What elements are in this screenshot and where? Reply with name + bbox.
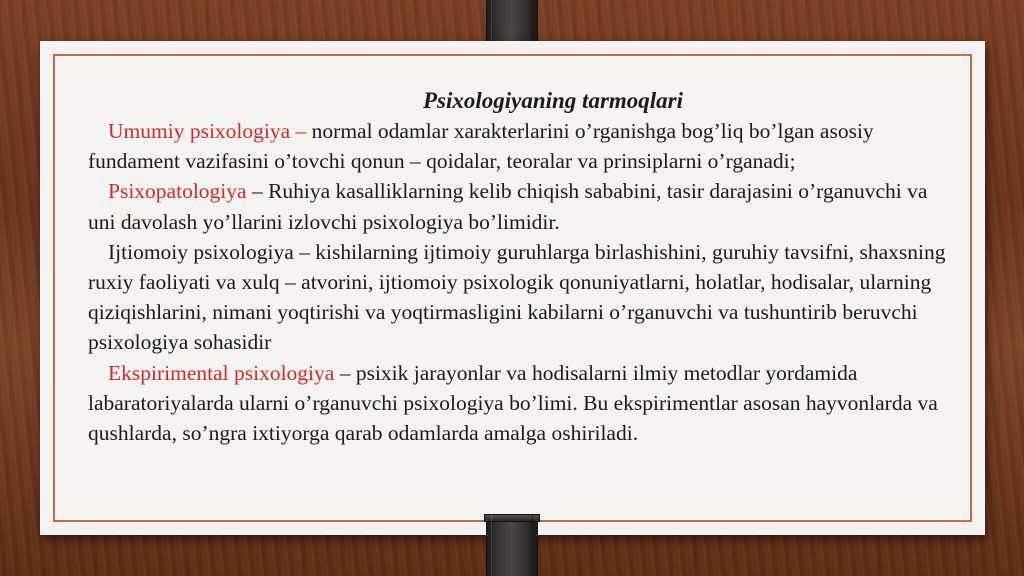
definition-umumiy-psixologiya: normal odamlar xarakterlarini o’rganishga bog’liq bo’lgan asosiy fundament vazifasini o’tovchi qonun – qoidalar, teoralar va prinsiplarni o’rganadi; (88, 119, 874, 174)
term-umumiy-psixologiya: Umumiy psixologiya – (108, 119, 307, 143)
definition-eksperimental-psixologiya: – psixik jarayonlar va hodisalarni ilmiy metodlar yordamida labaratoriyalarda ularni o’rganuvchi psixologiya bo’limi. Bu ekspirimentlar asosan hayvonlarda va qushlarda, so’ngra ixtiyorga qarab odamlarda amalga oshiriladi. (88, 360, 938, 446)
definition-psixopatologiya: – Ruhiya kasalliklarning kelib chiqish sababini, tasir darajasini o’rganuvchi va uni davolash yo’llarini izlovchi psixologiya bo’limidir. (88, 179, 928, 234)
term-eksperimental-psixologiya: Ekspirimental psixologiya (108, 360, 335, 385)
binder-clip-bottom (486, 514, 538, 576)
term-psixopatologiya: Psixopatologiya (108, 179, 247, 204)
slide-content (88, 86, 958, 448)
definition-ijtimoiy-psixologiya: Ijtiomoiy psixologiya – kishilarning ijtimoiy guruhlarga birlashishini, guruhiy tavsifni, shaxsning ruxiy faoliyati va xulq – atvorini, ijtiomoiy psixologik qonuniyatlarni, holatlar, hodisalar, ularning qiziqishlarini, nimani yoqtirishi va yoqtirmasligini kabilarni o’rganuvchi va tushuntirib beruvchi psixologiya sohasidir (88, 239, 946, 355)
section-ijtimoiy-psixologiya (88, 237, 958, 358)
section-eksperimental-psixologiya (88, 358, 958, 449)
section-umumiy-psixologiya (88, 116, 958, 176)
binder-clip-bottom-band (484, 514, 540, 522)
slide-title: Psixologiyaning tarmoqlari (422, 88, 684, 113)
section-psixopatologiya (88, 176, 958, 236)
